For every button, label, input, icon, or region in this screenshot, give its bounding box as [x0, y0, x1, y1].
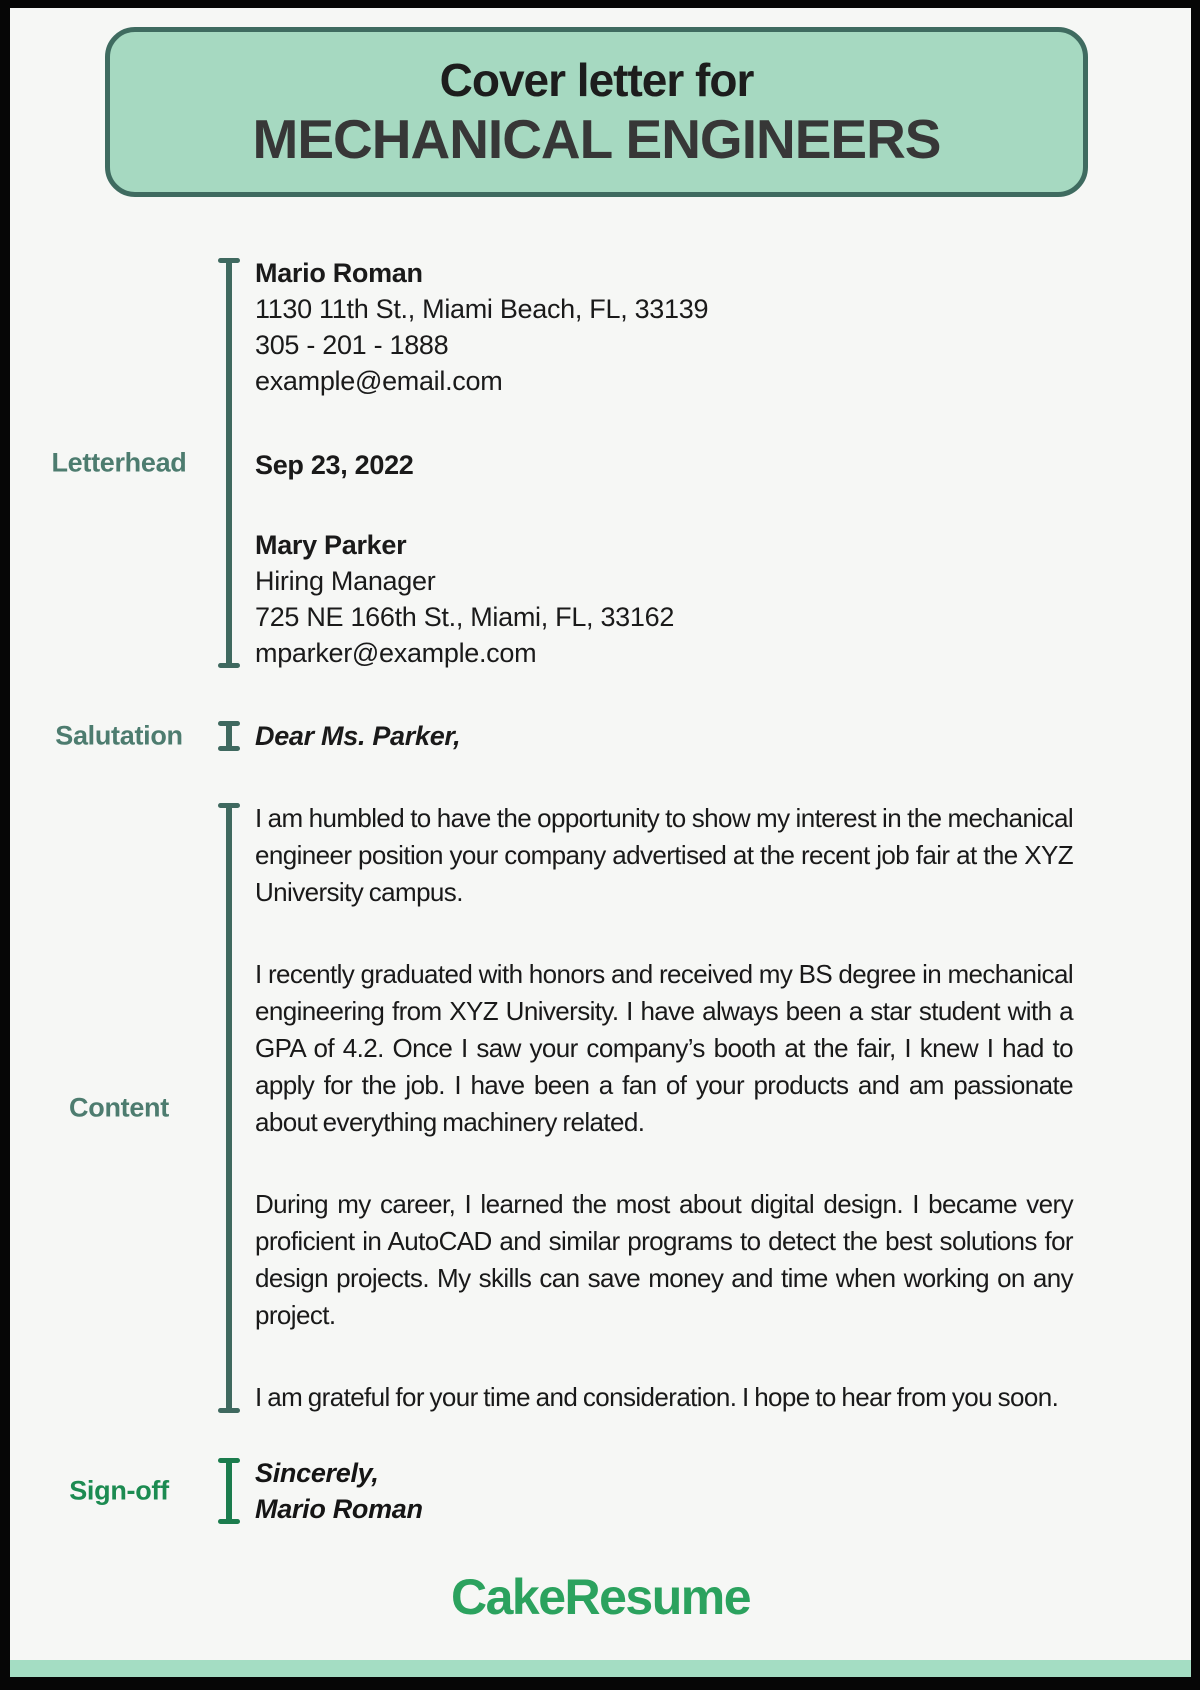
letter-paragraph-2: I recently graduated with honors and received my BS degree in mechanical engineering from XYZ University. I have always been a star student with a GPA of 4.2. Once I saw your company’s booth at the fair, I knew I had to apply for the job. I have been a fan of your products and am passionate about everything machinery related.: [255, 959, 1073, 1137]
content-gutter: [10, 800, 255, 1416]
salutation-label: Salutation: [55, 720, 183, 751]
letterhead-section: [10, 255, 1191, 671]
letterhead-text: [255, 255, 1073, 671]
letter-paragraph-3: During my career, I learned the most about digital design. I became very proficient in AutoCAD and similar programs to detect the best solutions for design projects. My skills can save money and time when working on any project.: [255, 1189, 1073, 1330]
signoff-closing: Sincerely,: [255, 1458, 379, 1488]
recipient-email: mparker@example.com: [255, 638, 537, 668]
salutation-section: [10, 718, 1191, 754]
cover-title-box: [105, 27, 1088, 197]
letterhead-label: Letterhead: [51, 447, 187, 478]
recipient-address: 725 NE 166th St., Miami, FL, 33162: [255, 602, 675, 632]
signoff-section: [10, 1455, 1191, 1527]
recipient-name: Mary Parker: [255, 530, 407, 560]
letter-paragraph-1: I am humbled to have the opportunity to show my interest in the mechanical engineer position your company advertised at the recent job fair at the XYZ University campus.: [255, 803, 1073, 907]
letterhead-gutter: [10, 255, 255, 671]
letter-layout: [10, 255, 1191, 1527]
salutation-text-col: [255, 718, 1073, 754]
content-label: Content: [69, 1092, 169, 1123]
signoff-name: Mario Roman: [255, 1494, 423, 1524]
letter-paragraph-4: I am grateful for your time and consideration. I hope to hear from you soon.: [255, 1382, 1059, 1412]
page: [10, 8, 1191, 1660]
signoff-gutter: [10, 1455, 255, 1527]
signoff-bracket-line: [226, 1458, 232, 1524]
content-bracket-line: [226, 803, 232, 1413]
sender-name: Mario Roman: [255, 258, 423, 288]
salutation-gutter: [10, 718, 255, 754]
cakeresume-logo: CakeResume: [450, 1569, 751, 1625]
bottom-accent-bar: [10, 1660, 1191, 1677]
recipient-title: Hiring Manager: [255, 566, 436, 596]
salutation-text: Dear Ms. Parker,: [255, 721, 461, 751]
signoff-text: [255, 1455, 1073, 1527]
cover-title-line2: MECHANICAL ENGINEERS: [252, 108, 941, 170]
letter-date: Sep 23, 2022: [255, 450, 414, 480]
recipient-block: [255, 527, 1073, 671]
sender-phone: 305 - 201 - 1888: [255, 330, 449, 360]
salutation-bracket-line: [226, 721, 232, 751]
sender-address: 1130 11th St., Miami Beach, FL, 33139: [255, 294, 709, 324]
letterhead-bracket-line: [226, 258, 232, 668]
sender-email: example@email.com: [255, 366, 503, 396]
cover-title-line1: Cover letter for: [439, 54, 754, 106]
signoff-label: Sign-off: [69, 1475, 169, 1506]
content-section: [10, 800, 1191, 1416]
content-text: [255, 800, 1073, 1416]
